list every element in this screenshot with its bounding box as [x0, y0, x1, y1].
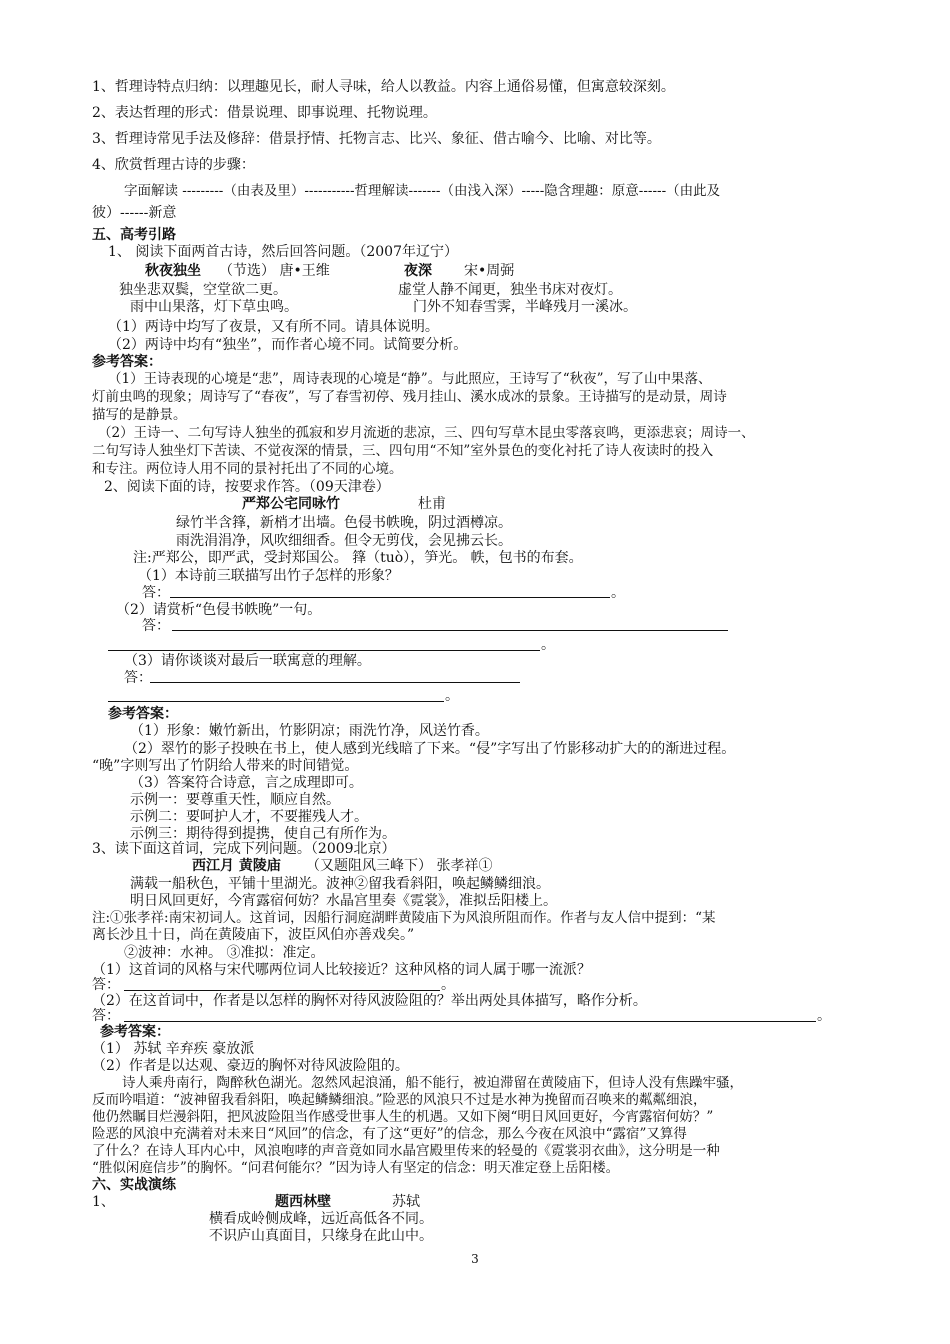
poem-3-line-2: 雨洗涓涓净，风吹细细香。但令无剪伐，会见拂云长。 [176, 533, 512, 549]
answer-2-example-3: 示例三：期待得到提携，使自己有所作为。 [130, 826, 396, 842]
poem-4-line-1: 满载一船秋色，平铺十里湖光。波神②留我看斜阳，唤起鳞鳞细浪。 [130, 876, 550, 892]
question-3-sub-1: （1）这首词的风格与宋代哪两位词人比较接近？这种风格的词人属于哪一流派？ [92, 962, 591, 978]
reading-steps: 字面解读 ---------（由表及里）-----------哲理解读-------（由浅入深）-----隐含理趣：原意------（由此及 [124, 183, 721, 199]
answer-blank[interactable] [124, 990, 440, 991]
answer-3-text-8: “胜似闲庭信步”的胸怀。“问君何能尔？”因为诗人有坚定的信念：明天准定登上岳阳楼。 [92, 1160, 620, 1176]
question-3-sub-2: （2）在这首词中，作者是以怎样的胸怀对待风波险阻的？举出两处具体描写，略作分析。 [92, 993, 647, 1009]
poem-3-line-1: 绿竹半含箨，新梢才出墙。色侵书帙晚，阴过酒樽凉。 [176, 515, 512, 531]
answer-2-text-2: （2）翠竹的影子投映在书上，使人感到光线暗了下来。“侵”字写出了竹影移动扩大的的渐进过程。 [124, 741, 736, 757]
poem-1-line-1: 独坐悲双鬓，空堂欲二更。 [119, 282, 287, 298]
summary-point-1: 1、哲理诗特点归纳：以理趣见长，耐人寻味，给人以教益。内容上通俗易懂，但寓意较深刻。 [92, 79, 675, 95]
answer-1-text-2: 灯前虫鸣的现象；周诗写了“春夜”，写了春雪初停、残月挂山、溪水成冰的景象。王诗描写的是动景，周诗 [92, 389, 727, 405]
answer-label: 答： [124, 670, 152, 686]
question-3-prompt: 3、读下面这首词，完成下列问题。（2009北京） [92, 841, 396, 857]
poem-author-3: 杜甫 [418, 496, 446, 512]
answer-blank-end: 。 [817, 1008, 831, 1024]
poem-title-1: 秋夜独坐 [145, 263, 201, 279]
section-heading-gaokao: 五、高考引路 [92, 227, 176, 243]
answer-1-text-3: 描写的是静景。 [92, 407, 187, 423]
summary-point-2: 2、表达哲理的形式：借景说理、即事说理、托物说理。 [92, 105, 437, 121]
answer-3-text-1: （1） 苏轼 辛弃疾 豪放派 [92, 1041, 255, 1057]
question-1-sub-2: （2）两诗中均有“独坐”，而作者心境不同。试简要分析。 [108, 337, 468, 353]
answer-heading-1: 参考答案： [92, 354, 162, 370]
poem-author-1: （节选） 唐•王维 [219, 263, 330, 279]
answer-blank[interactable] [150, 682, 520, 683]
poem-title-3: 严郑公宅同咏竹 [242, 496, 340, 512]
answer-blank[interactable] [108, 701, 444, 702]
answer-label: 答： [142, 585, 170, 601]
poem-4-notes-2: 离长沙且十日，尚在黄陵庙下，波臣风伯亦善戏矣。” [92, 927, 415, 943]
answer-2-example-2: 示例二：要呵护人才，不要摧残人才。 [130, 809, 368, 825]
answer-3-text-6: 险恶的风浪中充满着对未来日“风回”的信念，有了这“更好”的信念，那么今夜在风浪中“露宿”又算得 [92, 1126, 687, 1142]
reading-steps-cont: 彼）------新意 [92, 205, 177, 221]
poem-title-4: 西江月 黄陵庙 [192, 858, 281, 874]
poem-author-5: 苏轼 [392, 1194, 420, 1210]
question-1-prompt: 1、 阅读下面两首古诗，然后回答问题。（2007年辽宁） [108, 244, 458, 260]
answer-2-text-1: （1）形象：嫩竹新出，竹影阴凉；雨洗竹净，风送竹香。 [130, 723, 489, 739]
poem-1-line-2: 雨中山果落，灯下草虫鸣。 [130, 299, 298, 315]
answer-1-text-1: （1）王诗表现的心境是“悲”，周诗表现的心境是“静”。与此照应，王诗写了“秋夜”，写了山中果落、 [108, 371, 712, 387]
question-1-sub-1: （1）两诗中均写了夜景，又有所不同。请具体说明。 [108, 319, 439, 335]
poem-2-line-2: 门外不知春雪霁，半峰残月一溪冰。 [413, 299, 637, 315]
answer-3-text-2: （2）作者是以达观、豪迈的胸怀对待风波险阻的。 [92, 1058, 409, 1074]
answer-blank-end: 。 [541, 637, 555, 653]
answer-label: 答： [142, 618, 170, 634]
answer-3-text-4: 反而吟唱道：“波神留我看斜阳，唤起鳞鳞细浪。”险恶的风浪只不过是水神为挽留而召唤来的粼粼细浪， [92, 1092, 707, 1108]
poem-title-2: 夜深 [404, 263, 432, 279]
question-2-sub-2: （2）请赏析“色侵书帙晚”一句。 [116, 602, 322, 618]
question-2-sub-3: （3）请你谈谈对最后一联寓意的理解。 [124, 653, 371, 669]
answer-1-text-6: 和专注。两位诗人用不同的景衬托出了不同的心境。 [92, 461, 403, 477]
answer-blank[interactable] [124, 1021, 816, 1022]
answer-heading-3: 参考答案： [100, 1024, 170, 1040]
poem-4-notes-1: 注:①张孝祥:南宋初词人。这首词，因船行洞庭湖畔黄陵庙下为风浪所阻而作。作者与友人信中提到：“某 [92, 910, 716, 926]
answer-2-text-4: （3）答案符合诗意，言之成理即可。 [130, 775, 363, 791]
poem-subtitle-4: （又题阻风三峰下） 张孝祥① [306, 858, 493, 874]
answer-blank-end: 。 [445, 688, 459, 704]
answer-blank-end: 。 [611, 585, 625, 601]
answer-blank[interactable] [170, 597, 610, 598]
page-number: 3 [471, 1252, 479, 1266]
poem-4-notes-3: ②波神：水神。 ③准拟：准定。 [124, 945, 325, 961]
answer-blank[interactable] [172, 630, 728, 631]
answer-label: 答： [92, 977, 120, 993]
answer-2-text-3: “晚”字则写出了竹阴给人带来的时间错觉。 [92, 758, 359, 774]
poem-5-line-1: 横看成岭侧成峰，远近高低各不同。 [209, 1211, 433, 1227]
poem-2-line-1: 虚堂人静不闻更，独坐书床对夜灯。 [398, 282, 622, 298]
answer-blank-end: 。 [441, 977, 455, 993]
question-2-sub-1: （1）本诗前三联描写出竹子怎样的形象？ [138, 568, 399, 584]
answer-2-example-1: 示例一：要尊重天性，顺应自然。 [130, 792, 340, 808]
poem-author-2: 宋•周弼 [464, 263, 515, 279]
answer-3-text-3: 诗人乘舟南行，陶醉秋色湖光。忽然风起浪涌，船不能行，被迫滞留在黄陵庙下，但诗人没有焦躁牢骚， [122, 1075, 743, 1091]
answer-1-text-4: （2）王诗一、二句写诗人独坐的孤寂和岁月流逝的悲凉，三、四句写草木昆虫零落哀鸣，更添悲哀；周诗一、 [98, 425, 755, 441]
summary-point-4: 4、欣赏哲理古诗的步骤： [92, 157, 255, 173]
answer-label: 答： [92, 1008, 120, 1024]
question-2-prompt: 2、阅读下面的诗，按要求作答。（09天津卷） [104, 479, 390, 495]
poem-title-5: 题西林壁 [275, 1194, 331, 1210]
section-heading-practice: 六、实战演练 [92, 1177, 176, 1193]
answer-blank[interactable] [108, 650, 540, 651]
answer-heading-2: 参考答案： [108, 706, 178, 722]
poem-5-line-2: 不识庐山真面目，只缘身在此山中。 [209, 1228, 433, 1244]
practice-1-number: 1、 [92, 1194, 115, 1210]
poem-4-line-2: 明日风回更好，今宵露宿何妨？水晶宫里奏《霓裳》，准拟岳阳楼上。 [130, 893, 557, 909]
answer-1-text-5: 二句写诗人独坐灯下苦读、不觉夜深的情景，三、四句用“不知”室外景色的变化衬托了诗人夜读时的投入 [92, 443, 714, 459]
poem-3-notes: 注:严郑公，即严武，受封郑国公。 箨（tuò），笋光。 帙，包书的布套。 [133, 550, 583, 566]
summary-point-3: 3、哲理诗常见手法及修辞：借景抒情、托物言志、比兴、象征、借古喻今、比喻、对比等。 [92, 131, 661, 147]
answer-3-text-7: 了什么？在诗人耳内心中，风浪咆哮的声音竟如同水晶宫殿里传来的轻曼的《霓裳羽衣曲》，这分明是一种 [92, 1143, 720, 1159]
answer-3-text-5: 他仍然瞩目烂漫斜阳，把风波险阻当作感受世事人生的机遇。又如下阕“明日风回更好，今宵露宿何妨？” [92, 1109, 714, 1125]
